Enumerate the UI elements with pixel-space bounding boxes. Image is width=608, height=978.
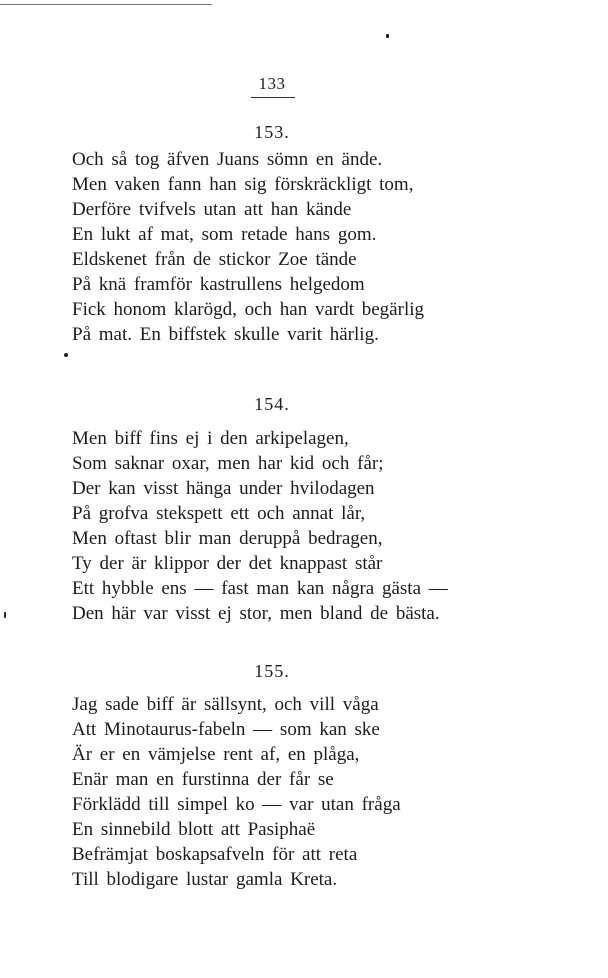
top-edge-rule (0, 4, 212, 5)
verse-line: Fick honom klarögd, och han vardt begärlig (72, 299, 425, 320)
verse-line: Men vaken fann han sig förskräckligt tom, (72, 174, 414, 195)
verse-line: Ett hybble ens — fast man kan några gästa — (72, 578, 448, 599)
verse-line: Der kan visst hänga under hvilodagen (72, 478, 375, 499)
verse-line: Den här var visst ej stor, men bland de bästa. (72, 603, 440, 624)
verse-line: En lukt af mat, som retade hans gom. (72, 224, 377, 245)
verse-line: Enär man en furstinna der får se (72, 769, 334, 790)
stanza-number: 155. (254, 661, 290, 681)
verse-line: Som saknar oxar, men har kid och får; (72, 453, 384, 474)
verse-line: Jag sade biff är sällsynt, och vill våga (72, 694, 379, 715)
verse-line: Ty der är klippor der det knappast står (72, 553, 383, 574)
verse-line: På grofva stekspett ett och annat lår, (72, 503, 366, 524)
stanza-number: 153. (254, 122, 290, 142)
stanza (72, 692, 401, 892)
verse-line: Men biff fins ej i den arkipelagen, (72, 428, 349, 449)
page-number-underline (251, 97, 295, 98)
verse-line: Förklädd till simpel ko — var utan fråga (72, 794, 401, 815)
ink-speck (386, 34, 389, 38)
page-number: 133 (258, 74, 286, 93)
verse-line: En sinnebild blott att Pasiphaë (72, 819, 316, 840)
verse-line: Är er en vämjelse rent af, en plåga, (72, 744, 360, 765)
stanza-number: 154. (254, 394, 290, 414)
stanza (72, 147, 424, 347)
verse-line: På mat. En biffstek skulle varit härlig. (72, 324, 379, 345)
verse-line: Eldskenet från de stickor Zoe tände (72, 249, 357, 270)
ink-speck (4, 612, 6, 618)
verse-line: Och så tog äfven Juans sömn en ände. (72, 149, 383, 170)
ink-speck (64, 353, 68, 357)
stanza (72, 426, 448, 626)
verse-line: Till blodigare lustar gamla Kreta. (72, 869, 338, 890)
verse-line: Befrämjat boskapsafveln för att reta (72, 844, 358, 865)
verse-line: Men oftast blir man deruppå bedragen, (72, 528, 383, 549)
verse-line: Derföre tvifvels utan att han kände (72, 199, 352, 220)
verse-line: På knä framför kastrullens helgedom (72, 274, 365, 295)
verse-line: Att Minotaurus-fabeln — som kan ske (72, 719, 380, 740)
